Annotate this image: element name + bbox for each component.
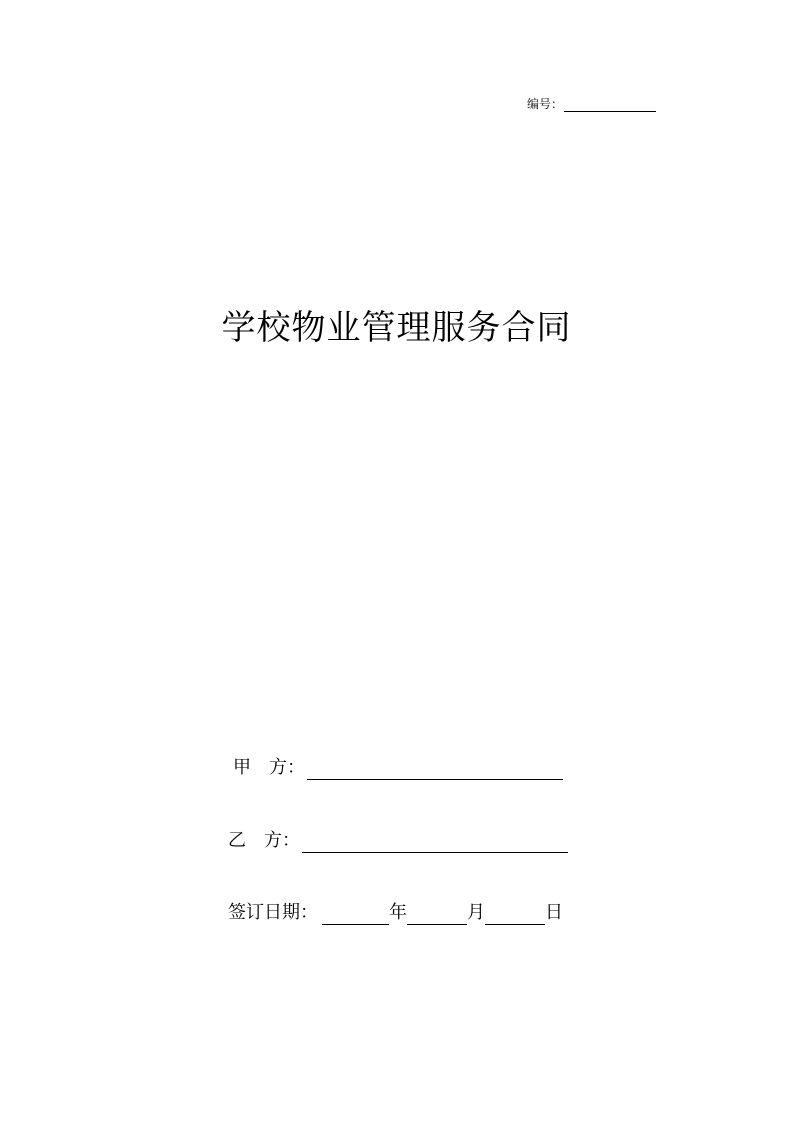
sign-month-blank[interactable] — [407, 906, 467, 925]
document-title: 学校物业管理服务合同 — [221, 308, 572, 348]
party-a-label-char2: 方： — [269, 757, 305, 778]
party-a-label-char1: 甲 — [233, 757, 251, 778]
year-label: 年 — [389, 902, 407, 923]
party-b-blank[interactable] — [302, 834, 568, 853]
contract-number-line — [527, 96, 656, 112]
contract-number-blank[interactable] — [564, 99, 656, 112]
sign-year-blank[interactable] — [322, 906, 389, 925]
party-b-label-char1: 乙 — [228, 830, 246, 851]
party-a-line — [233, 756, 563, 780]
sign-date-line — [228, 901, 563, 925]
month-label: 月 — [467, 902, 485, 923]
party-b-line — [228, 829, 568, 853]
contract-number-label: 编号： — [527, 97, 564, 111]
party-b-label-char2: 方： — [264, 830, 300, 851]
sign-day-blank[interactable] — [485, 906, 545, 925]
day-label: 日 — [545, 902, 563, 923]
sign-date-label: 签订日期： — [228, 902, 318, 923]
party-a-blank[interactable] — [307, 761, 563, 780]
